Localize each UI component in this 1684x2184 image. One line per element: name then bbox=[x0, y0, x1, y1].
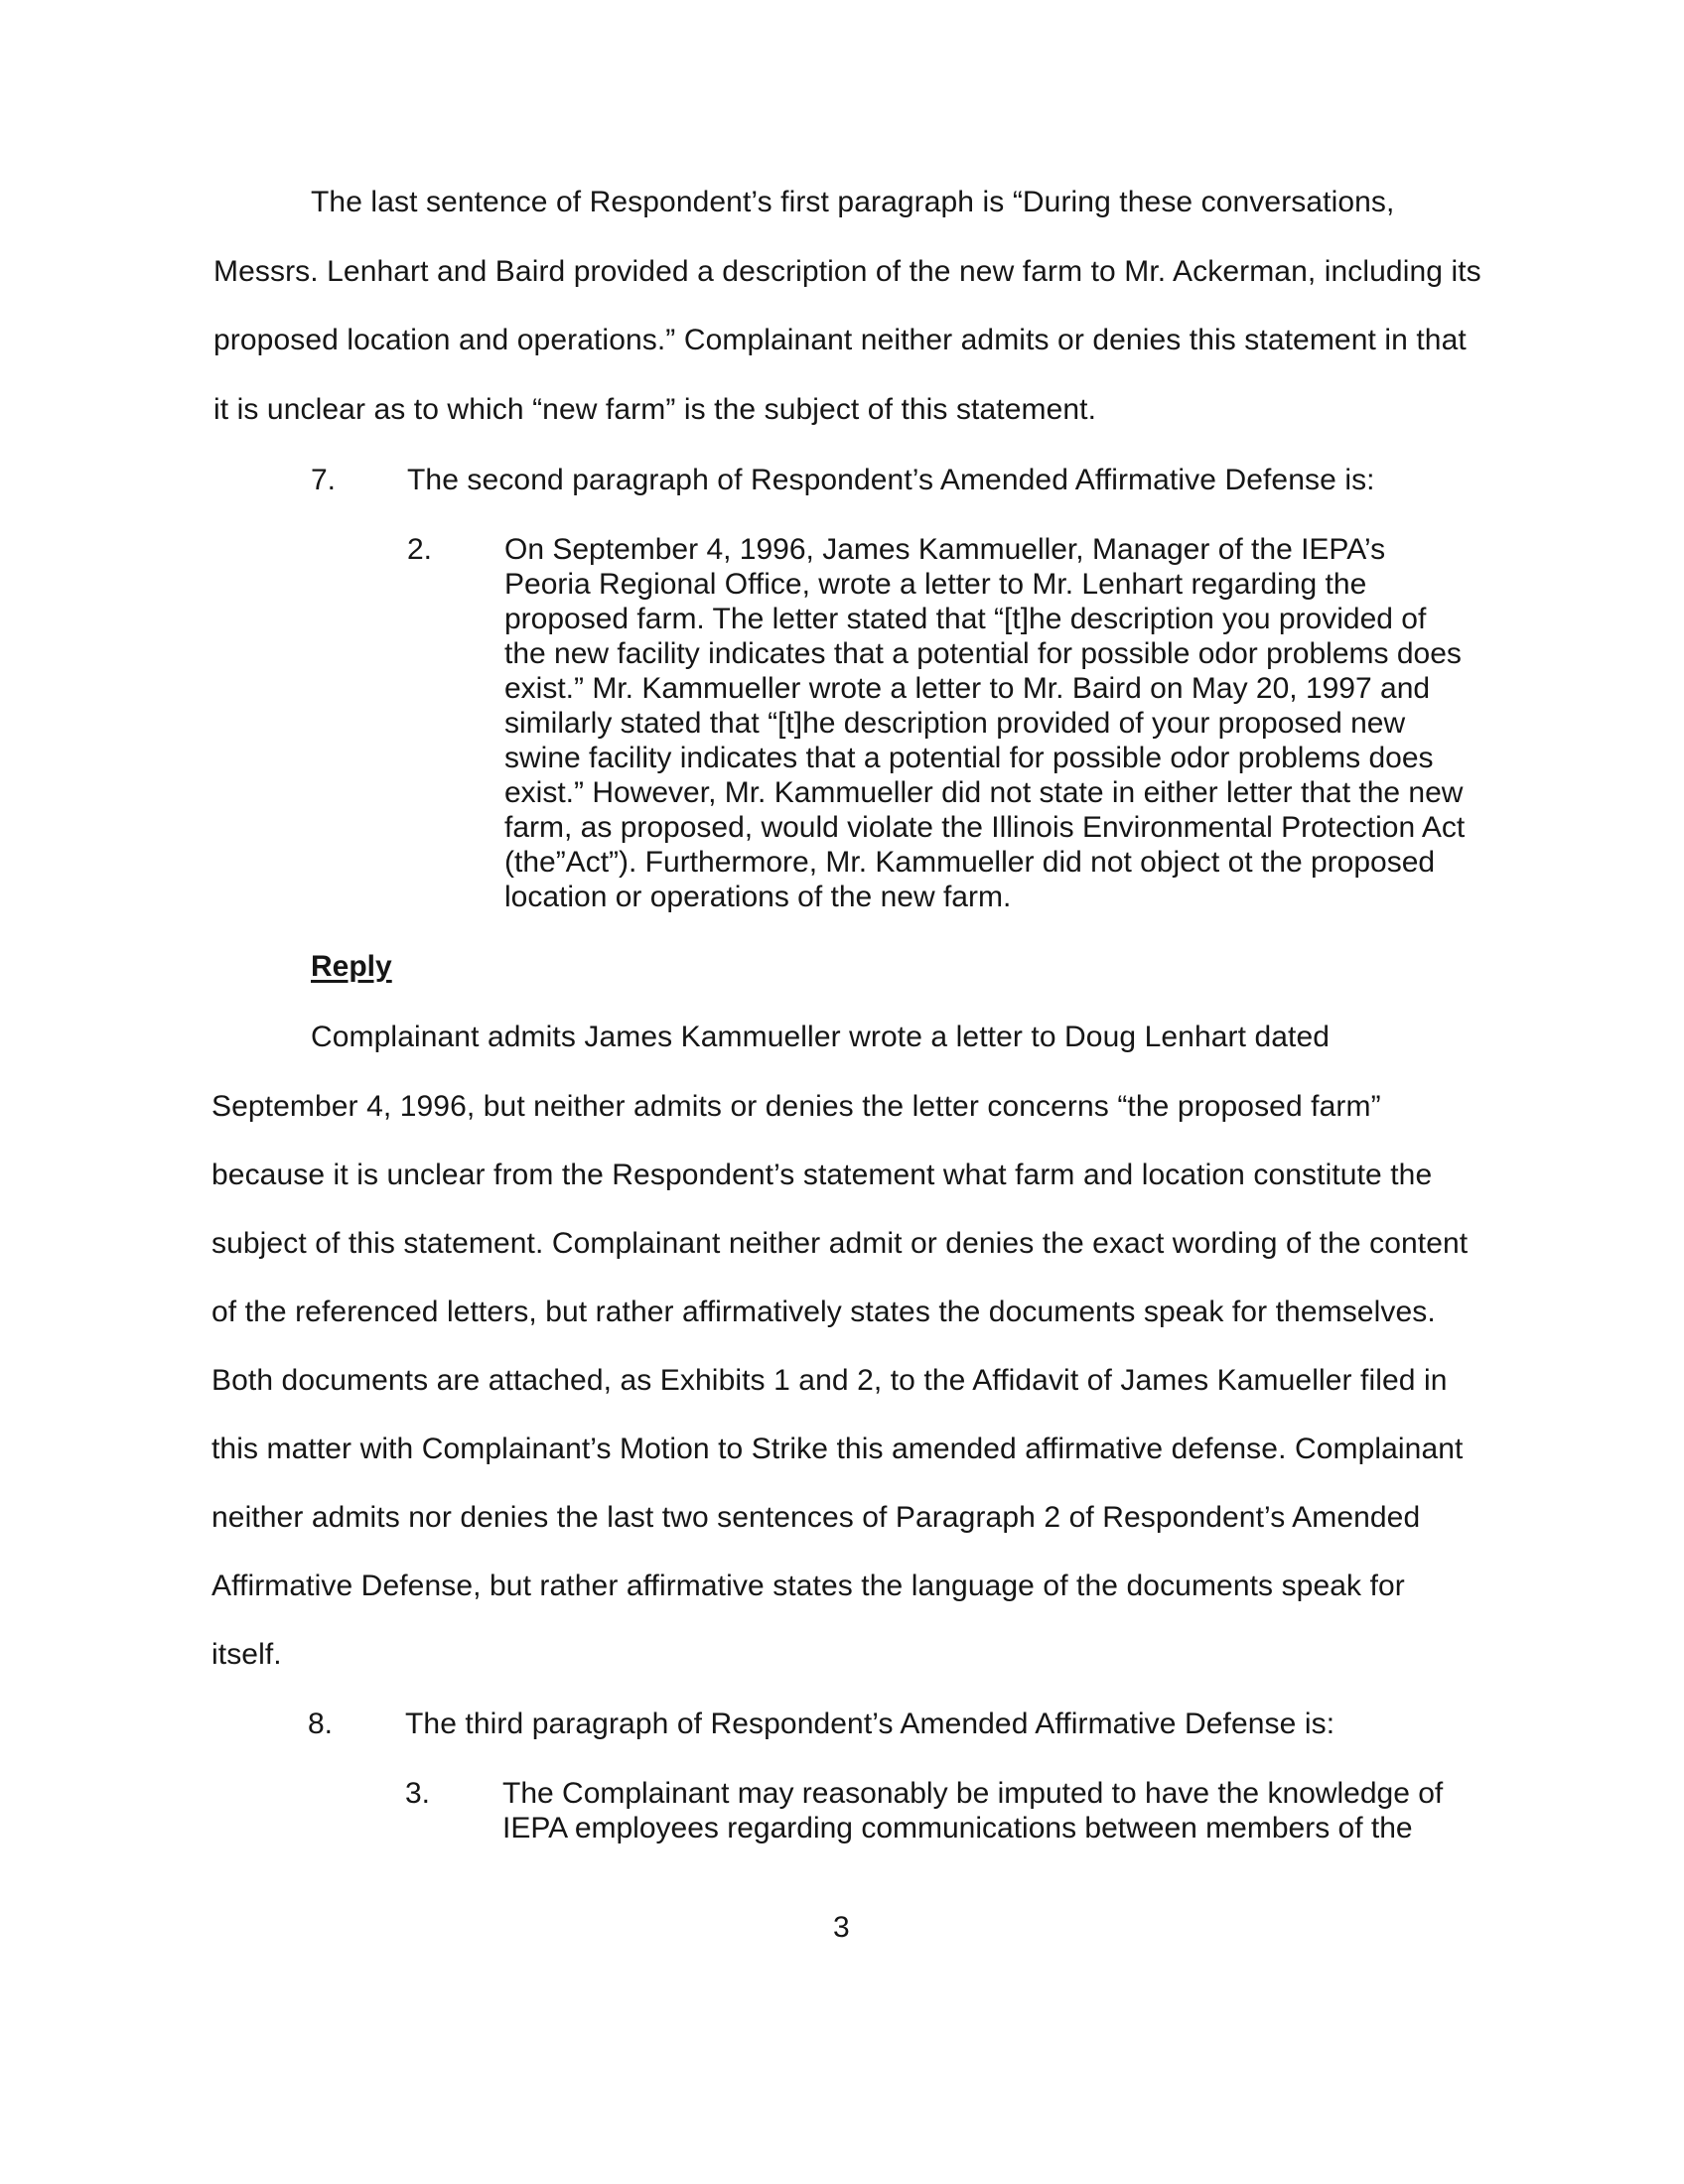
quote-2-line-11: location or operations of the new farm. bbox=[504, 881, 1012, 913]
intro-line-2: Messrs. Lenhart and Baird provided a description of the new farm to Mr. Ackerman, including its bbox=[213, 255, 1481, 288]
intro-line-4: it is unclear as to which “new farm” is the subject of this statement. bbox=[213, 393, 1097, 426]
page-number: 3 bbox=[833, 1911, 850, 1944]
quote-2-line-5: exist.” Mr. Kammueller wrote a letter to Mr. Baird on May 20, 1997 and bbox=[504, 672, 1431, 705]
quote-2-line-7: swine facility indicates that a potential for possible odor problems does bbox=[504, 742, 1434, 774]
reply-line-3: because it is unclear from the Respondent’s statement what farm and location constitute the bbox=[211, 1159, 1433, 1191]
quote-2-line-2: Peoria Regional Office, wrote a letter to Mr. Lenhart regarding the bbox=[504, 568, 1367, 601]
intro-line-3: proposed location and operations.” Complainant neither admits or denies this statement in that bbox=[213, 324, 1467, 356]
reply-line-4: subject of this statement. Complainant neither admit or denies the exact wording of the content bbox=[211, 1227, 1469, 1260]
item-8-text: The third paragraph of Respondent’s Amended Affirmative Defense is: bbox=[405, 1707, 1335, 1740]
quote-2-line-4: the new facility indicates that a potential for possible odor problems does bbox=[504, 637, 1462, 670]
reply-line-7: this matter with Complainant’s Motion to Strike this amended affirmative defense. Complainant bbox=[211, 1433, 1464, 1465]
reply-line-10: itself. bbox=[211, 1638, 282, 1671]
quote-2-line-3: proposed farm. The letter stated that “[t]he description you provided of bbox=[504, 603, 1427, 635]
quote-2-number: 2. bbox=[407, 533, 433, 566]
intro-line-1: The last sentence of Respondent’s first paragraph is “During these conversations, bbox=[311, 186, 1395, 218]
quote-3-line-2: IEPA employees regarding communications between members of the bbox=[502, 1812, 1413, 1844]
quote-3-number: 3. bbox=[405, 1777, 431, 1810]
reply-heading: Reply bbox=[311, 950, 392, 983]
reply-line-1: Complainant admits James Kammueller wrote a letter to Doug Lenhart dated bbox=[311, 1021, 1331, 1053]
item-7-number: 7. bbox=[311, 464, 337, 496]
quote-2-line-6: similarly stated that “[t]he description provided of your proposed new bbox=[504, 707, 1406, 740]
reply-line-5: of the referenced letters, but rather affirmatively states the documents speak for themselves. bbox=[211, 1296, 1436, 1328]
quote-2-line-10: (the”Act”). Furthermore, Mr. Kammueller did not object ot the proposed bbox=[504, 846, 1436, 879]
item-8-number: 8. bbox=[308, 1707, 334, 1740]
quote-2-line-1: On September 4, 1996, James Kammueller, Manager of the IEPA’s bbox=[504, 533, 1386, 566]
reply-line-9: Affirmative Defense, but rather affirmative states the language of the documents speak for bbox=[211, 1570, 1405, 1602]
reply-line-8: neither admits nor denies the last two sentences of Paragraph 2 of Respondent’s Amended bbox=[211, 1501, 1421, 1534]
quote-3-line-1: The Complainant may reasonably be imputed to have the knowledge of bbox=[502, 1777, 1444, 1810]
quote-2-line-9: farm, as proposed, would violate the Illinois Environmental Protection Act bbox=[504, 811, 1466, 844]
reply-line-6: Both documents are attached, as Exhibits 1 and 2, to the Affidavit of James Kamueller filed in bbox=[211, 1364, 1448, 1397]
quote-2-line-8: exist.” However, Mr. Kammueller did not state in either letter that the new bbox=[504, 776, 1464, 809]
item-7-text: The second paragraph of Respondent’s Amended Affirmative Defense is: bbox=[407, 464, 1375, 496]
reply-line-2: September 4, 1996, but neither admits or denies the letter concerns “the proposed farm” bbox=[211, 1090, 1381, 1123]
